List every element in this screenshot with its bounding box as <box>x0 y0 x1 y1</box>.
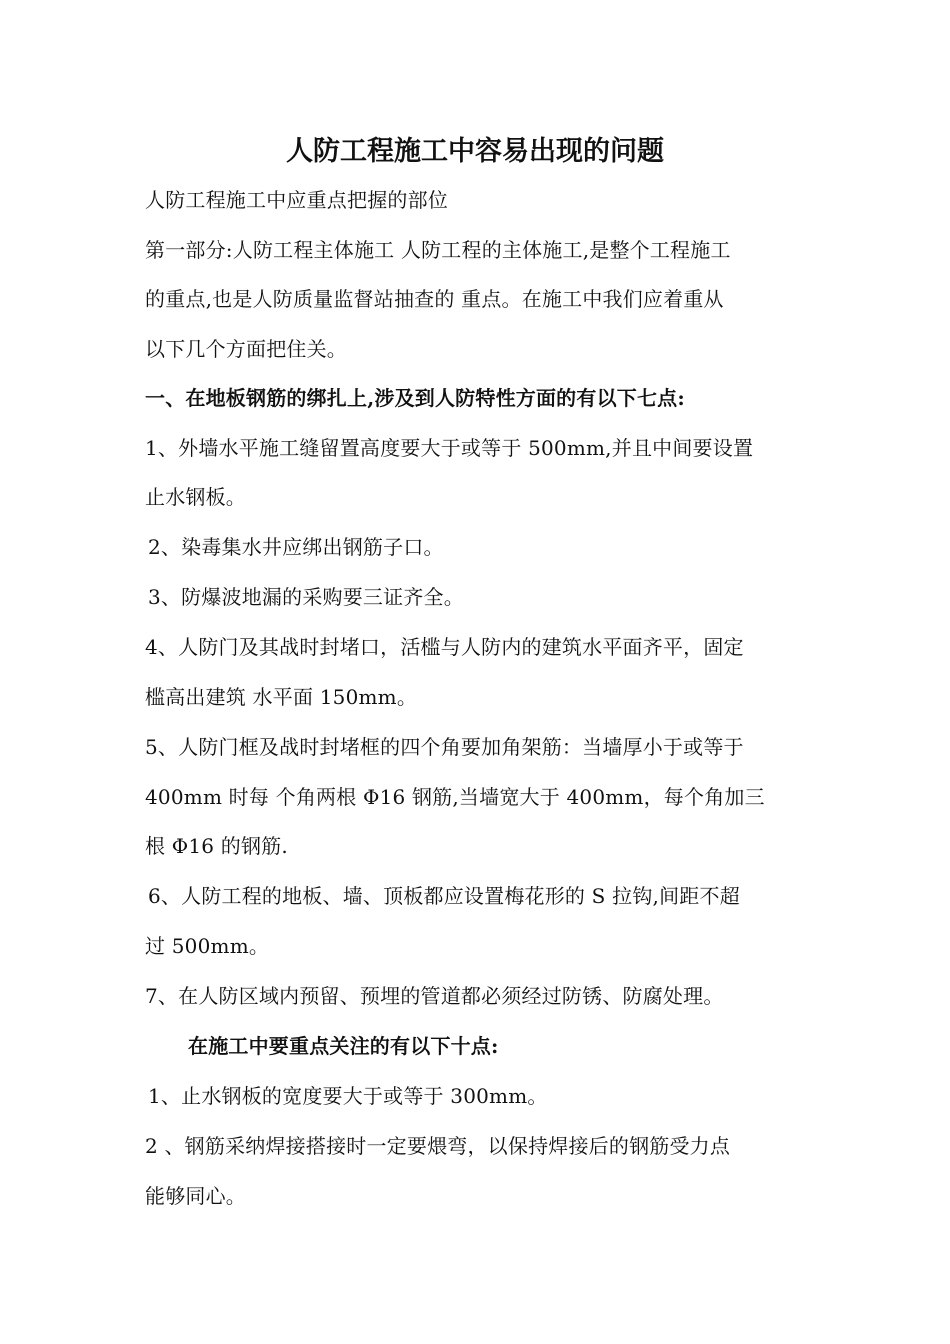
list-item-line: 止水钢板。 <box>145 485 246 509</box>
list-item-line: 根 Φ16 的钢筋. <box>145 834 288 858</box>
subtitle-line: 人防工程施工中应重点把握的部位 <box>145 188 448 212</box>
paragraph-line: 的重点,也是人防质量监督站抽查的 重点。在施工中我们应着重从 <box>145 287 724 311</box>
section-heading-one: 一、在地板钢筋的绑扎上,涉及到人防特性方面的有以下七点: <box>145 386 685 410</box>
section-heading-two: 在施工中要重点关注的有以下十点: <box>188 1034 499 1058</box>
list-item-line: 400mm 时每 个角两根 Φ16 钢筋,当墙宽大于 400mm，每个角加三 <box>145 785 765 809</box>
list-item-line: 7、在人防区域内预留、预埋的管道都必须经过防锈、防腐处理。 <box>145 984 724 1008</box>
list-item-line: 过 500mm。 <box>145 934 270 958</box>
list-item-line: 4、人防门及其战时封堵口，活槛与人防内的建筑水平面齐平，固定 <box>145 635 744 659</box>
list-item-line: 槛高出建筑 水平面 150mm。 <box>145 685 418 709</box>
list-item-line: 1、外墙水平施工缝留置高度要大于或等于 500mm,并且中间要设置 <box>145 436 754 460</box>
list-item-line: 6、人防工程的地板、墙、顶板都应设置梅花形的 S 拉钩,间距不超 <box>148 884 740 908</box>
list-item-line: 1、止水钢板的宽度要大于或等于 300mm。 <box>148 1084 548 1108</box>
paragraph-line: 以下几个方面把住关。 <box>145 337 347 361</box>
list-item-line: 2 、钢筋采纳焊接搭接时一定要煨弯，以保持焊接后的钢筋受力点 <box>145 1134 731 1158</box>
paragraph-line: 第一部分:人防工程主体施工 人防工程的主体施工,是整个工程施工 <box>145 238 731 262</box>
list-item-line: 能够同心。 <box>145 1184 246 1208</box>
list-item-line: 3、防爆波地漏的采购要三证齐全。 <box>148 585 464 609</box>
document-title: 人防工程施工中容易出现的问题 <box>286 136 664 167</box>
list-item-line: 5、人防门框及战时封堵框的四个角要加角架筋：当墙厚小于或等于 <box>145 735 744 759</box>
list-item-line: 2、染毒集水井应绑出钢筋子口。 <box>148 535 444 559</box>
